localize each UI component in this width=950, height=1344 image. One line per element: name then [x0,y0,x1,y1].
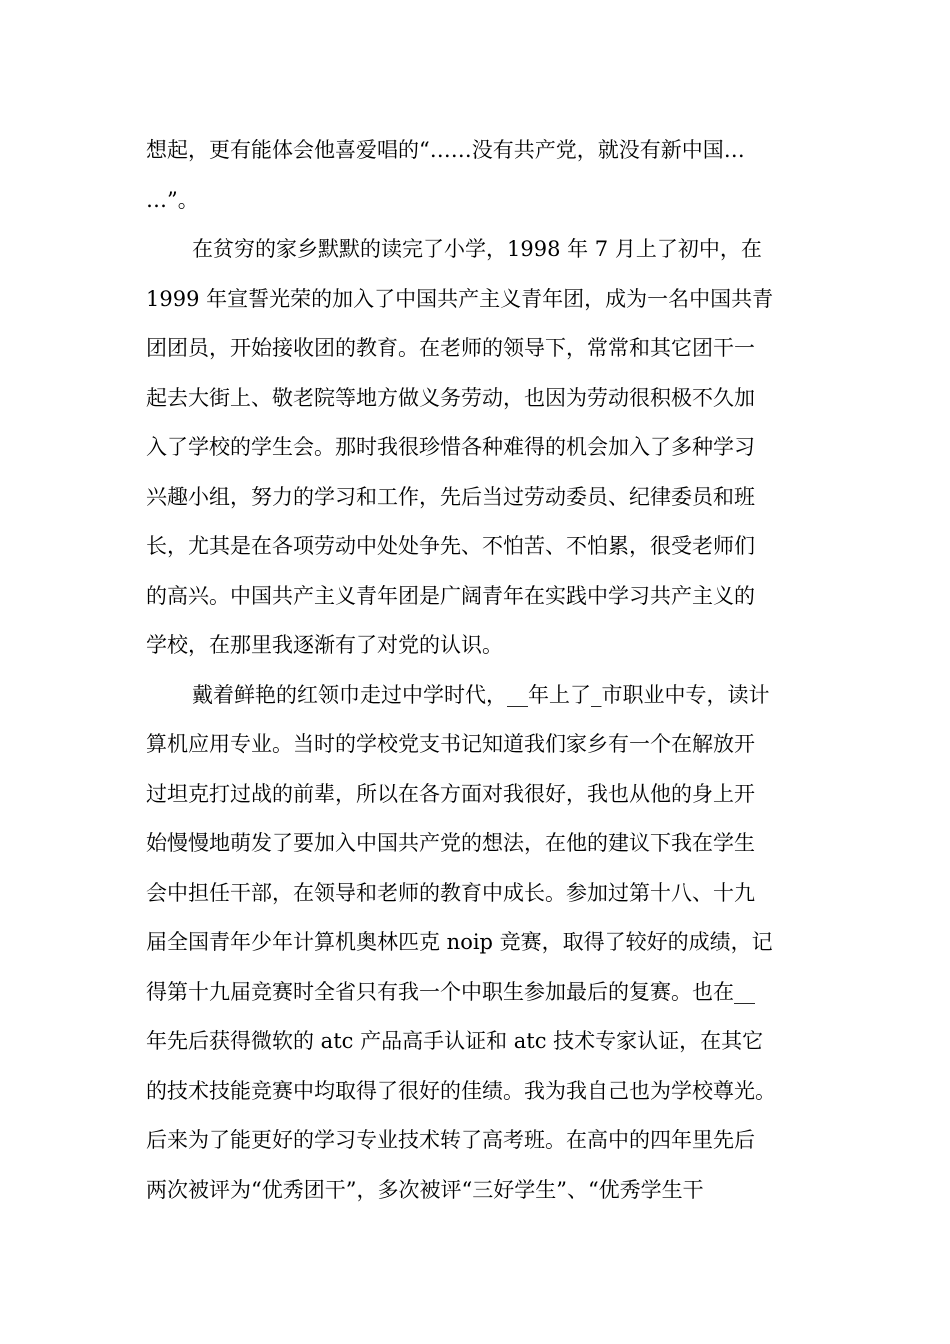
text-line: 的技术技能竞赛中均取得了很好的佳绩。我为我自己也为学校尊光。 [146,1078,776,1103]
text-line: 过坦克打过战的前辈，所以在各方面对我很好，我也从他的身上开 [146,781,755,806]
text-line: 1999 年宣誓光荣的加入了中国共产主义青年团，成为一名中国共青 [146,286,774,311]
text-line: 后来为了能更好的学习专业技术转了高考班。在高中的四年里先后 [146,1128,755,1152]
text-line: 始慢慢地萌发了要加入中国共产党的想法，在他的建议下我在学生 [146,831,755,855]
text-line: 两次被评为“优秀团干”，多次被评“三好学生”、“优秀学生干 [146,1177,704,1202]
text-line: 入了学校的学生会。那时我很珍惜各种难得的机会加入了多种学习 [146,435,755,459]
text-line: 起去大街上、敬老院等地方做义务劳动，也因为劳动很积极不久加 [146,385,755,410]
text-line: 想起，更有能体会他喜爱唱的“……没有共产党，就没有新中国… [146,138,745,162]
text-line: 的高兴。中国共产主义青年团是广阔青年在实践中学习共产主义的 [146,583,755,608]
text-line: 学校，在那里我逐渐有了对党的认识。 [146,633,503,657]
text-line: 算机应用专业。当时的学校党支书记知道我们家乡有一个在解放开 [146,732,755,756]
text-line: 兴趣小组，努力的学习和工作，先后当过劳动委员、纪律委员和班 [146,484,755,509]
document-body [146,126,806,1215]
text-line: 长，尤其是在各项劳动中处处争先、不怕苦、不怕累，很受老师们 [146,534,755,558]
paragraph-start-line: 在贫穷的家乡默默的读完了小学，1998 年 7 月上了初中，在 [192,237,762,261]
text-line: 年先后获得微软的 atc 产品高手认证和 atc 技术专家认证，在其它 [146,1029,764,1053]
text-line: 届全国青年少年计算机奥林匹克 noip 竞赛，取得了较好的成绩，记 [146,930,773,954]
text-line: …”。 [146,187,199,212]
text-line: 团团员，开始接收团的教育。在老师的领导下，常常和其它团干一 [146,336,755,360]
paragraph-start-line: 戴着鲜艳的红领巾走过中学时代，__年上了_市职业中专，读计 [192,682,770,707]
text-line: 得第十九届竞赛时全省只有我一个中职生参加最后的复赛。也在__ [146,979,755,1004]
text-line: 会中担任干部，在领导和老师的教育中成长。参加过第十八、十九 [146,880,755,905]
